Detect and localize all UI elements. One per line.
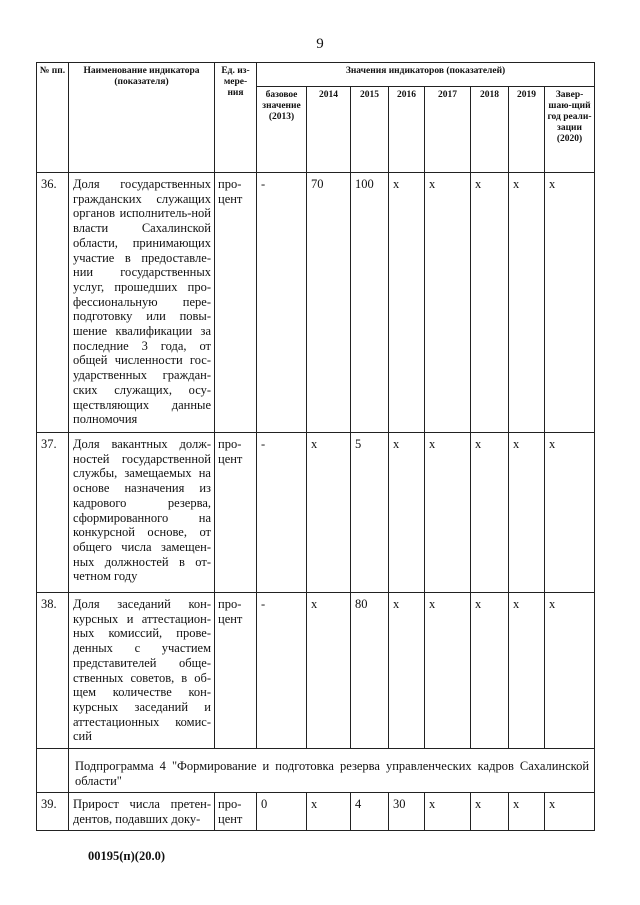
indicator-name: Доля государственных гражданских служащих органов исполнитель-ной власти Сахалинской области, принимающих участие в предоставле-нии государственных услуг, прошедших про-фессиональную пере-подготовку или повы-шение квалификации за последние 3 года, от общей численности гос-ударственных граждан-ских служащих, осу-ществляющих данные полномочия [69, 173, 215, 433]
header-2014: 2014 [307, 87, 351, 173]
value-base: 0 [257, 793, 307, 831]
header-2015: 2015 [351, 87, 389, 173]
value-2018: х [471, 173, 509, 433]
value-final: х [545, 793, 595, 831]
indicator-unit: про-цент [215, 793, 257, 831]
header-num: № пп. [37, 63, 69, 173]
page-number: 9 [316, 36, 324, 52]
value-2014: х [307, 433, 351, 593]
value-2014: х [307, 593, 351, 749]
value-final: х [545, 173, 595, 433]
indicator-name: Доля заседаний кон-курсных и аттестацион-ных комиссий, прове-денных с участием представителей обще-ственных советов, в об-щем количестве кон-курсных заседаний и аттестационных комис-сий [69, 593, 215, 749]
value-final: х [545, 593, 595, 749]
row-number: 36. [37, 173, 69, 433]
indicator-name: Доля вакантных долж-ностей государственной службы, замещаемых на основе назначения из кадрового резерва, сформированного на конкурсной основе, от общего числа замещен-ных должностей в от-четном году [69, 433, 215, 593]
table-row [37, 433, 595, 593]
subprogram-row [37, 749, 595, 793]
header-2018: 2018 [471, 87, 509, 173]
row-number: 37. [37, 433, 69, 593]
header-2017: 2017 [425, 87, 471, 173]
value-2019: х [509, 593, 545, 749]
value-2017: х [425, 593, 471, 749]
value-2015: 4 [351, 793, 389, 831]
table-row [37, 593, 595, 749]
row-number: 39. [37, 793, 69, 831]
value-2019: х [509, 173, 545, 433]
value-2015: 100 [351, 173, 389, 433]
value-2018: х [471, 793, 509, 831]
header-final: Завер-шаю-щий год реали-зации (2020) [545, 87, 595, 173]
header-2016: 2016 [389, 87, 425, 173]
header-unit: Ед. из-мере-ния [215, 63, 257, 173]
value-2015: 80 [351, 593, 389, 749]
subprogram-title: Подпрограмма 4 "Формирование и подготовка резерва управленческих кадров Сахалинской области" [69, 749, 595, 793]
table-row [37, 793, 595, 831]
header-2019: 2019 [509, 87, 545, 173]
value-base: - [257, 173, 307, 433]
value-base: - [257, 593, 307, 749]
value-2016: 30 [389, 793, 425, 831]
value-2014: х [307, 793, 351, 831]
value-2014: 70 [307, 173, 351, 433]
row-number: 38. [37, 593, 69, 749]
indicator-unit: про-цент [215, 593, 257, 749]
value-2019: х [509, 433, 545, 593]
header-base: базовое значение (2013) [257, 87, 307, 173]
header-values-group: Значения индикаторов (показателей) [257, 63, 595, 87]
value-2015: 5 [351, 433, 389, 593]
value-2017: х [425, 793, 471, 831]
value-base: - [257, 433, 307, 593]
value-2018: х [471, 433, 509, 593]
indicator-name: Прирост числа претен-дентов, подавших доку- [69, 793, 215, 831]
header-name: Наименование индикатора (показателя) [69, 63, 215, 173]
subprogram-num-cell [37, 749, 69, 793]
value-2018: х [471, 593, 509, 749]
value-2016: х [389, 593, 425, 749]
document-code: 00195(п)(20.0) [88, 849, 165, 863]
table-row [37, 173, 595, 433]
value-2016: х [389, 173, 425, 433]
indicator-unit: про-цент [215, 433, 257, 593]
indicator-unit: про-цент [215, 173, 257, 433]
header-row-top [37, 63, 595, 87]
value-2016: х [389, 433, 425, 593]
value-2017: х [425, 173, 471, 433]
indicators-table [36, 62, 595, 831]
value-2019: х [509, 793, 545, 831]
value-final: х [545, 433, 595, 593]
value-2017: х [425, 433, 471, 593]
